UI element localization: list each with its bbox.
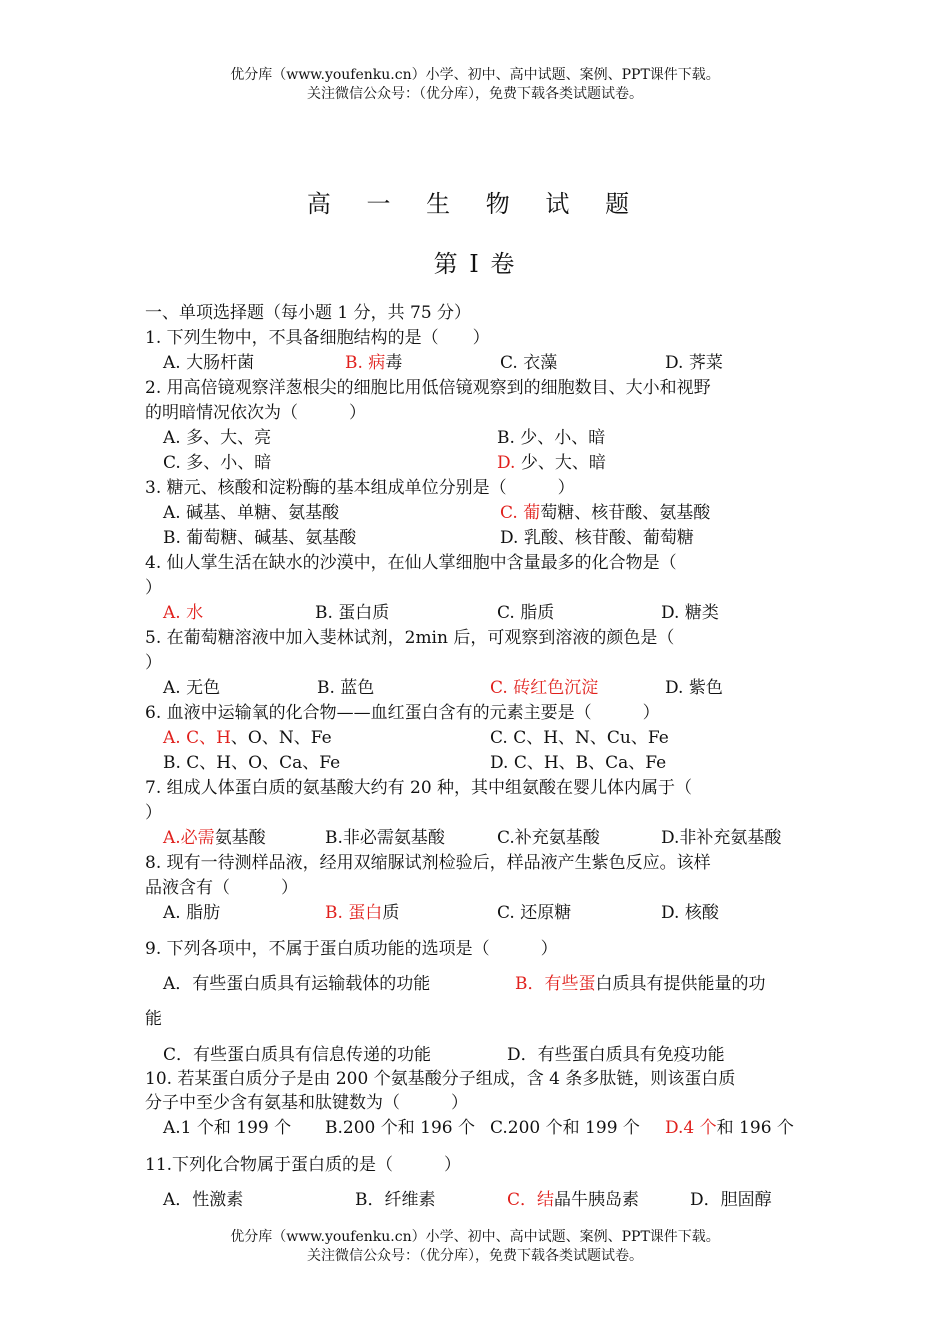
- header-line-1: 优分库（www.youfenku.cn）小学、初中、高中试题、案例、PPT课件下载。: [230, 67, 720, 83]
- question-4-stem-line-2: ）: [145, 578, 162, 598]
- q4-option-d: D. 糖类: [661, 603, 719, 623]
- question-4-stem-line-1: 4. 仙人掌生活在缺水的沙漠中，在仙人掌细胞中含量最多的化合物是（: [145, 553, 677, 573]
- q2-option-d: [497, 448, 606, 473]
- question-2-stem-line-1: 2. 用高倍镜观察洋葱根尖的细胞比用低倍镜观察到的细胞数目、大小和视野: [145, 378, 711, 398]
- q5-option-d: D. 紫色: [665, 678, 723, 698]
- q8-option-b: [325, 898, 399, 923]
- q2-option-d-marked: D.: [497, 453, 516, 473]
- question-11-stem: 11.下列化合物属于蛋白质的是（ ）: [145, 1155, 462, 1175]
- q4-option-c: C. 脂质: [497, 603, 555, 623]
- page-header: [0, 66, 950, 104]
- q11-option-d: D．胆固醇: [690, 1190, 772, 1210]
- q5-option-c: C. 砖红色沉淀: [490, 678, 599, 698]
- q10-option-a: A.1 个和 199 个: [163, 1118, 292, 1138]
- q6-option-d: D. C、H、B、Ca、Fe: [490, 753, 667, 773]
- q9-option-b-marked: B．有些蛋: [515, 974, 596, 994]
- q5-option-b: B. 蓝色: [317, 678, 375, 698]
- header-line-2: 关注微信公众号：（优分库），免费下载各类试题试卷。: [307, 86, 643, 102]
- q3-option-a: A. 碱基、单糖、氨基酸: [163, 503, 340, 523]
- q1-option-b-text: 毒: [385, 353, 403, 373]
- question-5-stem-line-2: ）: [145, 653, 162, 673]
- question-1-stem: 1. 下列生物中，不具备细胞结构的是（ ）: [145, 328, 490, 348]
- q7-option-b: B.非必需氨基酸: [325, 828, 445, 848]
- q3-option-b: B. 葡萄糖、碱基、氨基酸: [163, 528, 357, 548]
- q1-option-b: [345, 348, 402, 373]
- footer-line-2: 关注微信公众号：（优分库），免费下载各类试题试卷。: [307, 1248, 643, 1264]
- q11-option-b: B．纤维素: [355, 1190, 436, 1210]
- q3-option-d: D. 乳酸、核苷酸、葡萄糖: [500, 528, 694, 548]
- q11-option-c: [507, 1185, 639, 1210]
- question-6-stem: 6. 血液中运输氧的化合物——血红蛋白含有的元素主要是（ ）: [145, 703, 660, 723]
- q10-option-d-text: 和 196 个: [716, 1118, 794, 1138]
- q9-option-b: [515, 969, 766, 994]
- q7-option-a-text: 氨基酸: [214, 828, 266, 848]
- q11-option-c-text: 晶牛胰岛素: [554, 1190, 640, 1210]
- q6-option-a-marked: A. C、H: [163, 728, 231, 748]
- q1-option-d: D. 荠菜: [665, 353, 723, 373]
- q7-option-c: C.补充氨基酸: [497, 828, 600, 848]
- q8-option-d: D. 核酸: [661, 903, 719, 923]
- q8-option-a: A. 脂肪: [163, 903, 221, 923]
- q8-option-b-marked: B. 蛋白: [325, 903, 383, 923]
- question-7-stem-line-1: 7. 组成人体蛋白质的氨基酸大约有 20 种，其中组氨酸在婴儿体内属于（: [145, 778, 693, 798]
- question-10-stem-line-2: 分子中至少含有氨基和肽键数为（ ）: [145, 1093, 468, 1113]
- question-3-stem: 3. 糖元、核酸和淀粉酶的基本组成单位分别是（ ）: [145, 478, 575, 498]
- question-2-stem-line-2: 的明暗情况依次为（ ）: [145, 403, 366, 423]
- q3-option-c-marked: C. 葡: [500, 503, 541, 523]
- q8-option-b-text: 质: [382, 903, 400, 923]
- q7-option-a: [163, 823, 266, 848]
- q3-option-c-text: 萄糖、核苷酸、氨基酸: [540, 503, 711, 523]
- q2-option-c: C. 多、小、暗: [163, 453, 272, 473]
- q2-option-b: B. 少、小、暗: [497, 428, 606, 448]
- q11-option-c-marked: C．结: [507, 1190, 555, 1210]
- q1-option-c: C. 衣藻: [500, 353, 558, 373]
- q6-option-a-text: 、O、N、Fe: [230, 728, 332, 748]
- q9-option-b-text: 白质具有提供能量的功: [595, 974, 766, 994]
- q8-option-c: C. 还原糖: [497, 903, 572, 923]
- section-heading: 一、单项选择题（每小题 1 分，共 75 分）: [145, 303, 472, 323]
- q1-option-a: A. 大肠杆菌: [163, 353, 255, 373]
- q10-option-c: C.200 个和 199 个: [490, 1118, 640, 1138]
- question-8-stem-line-1: 8. 现有一待测样品液，经用双缩脲试剂检验后，样品液产生紫色反应。该样: [145, 853, 711, 873]
- question-5-stem-line-1: 5. 在葡萄糖溶液中加入斐林试剂，2min 后，可观察到溶液的颜色是（: [145, 628, 675, 648]
- q2-option-d-text: 少、大、暗: [515, 453, 606, 473]
- question-9-stem: 9. 下列各项中，不属于蛋白质功能的选项是（ ）: [145, 939, 558, 959]
- question-8-stem-line-2: 品液含有（ ）: [145, 878, 298, 898]
- q9-option-d: D．有些蛋白质具有免疫功能: [507, 1045, 725, 1065]
- q10-option-d: [665, 1113, 794, 1138]
- q10-option-b: B.200 个和 196 个: [325, 1118, 476, 1138]
- q9-option-a: A．有些蛋白质具有运输载体的功能: [163, 974, 431, 994]
- exam-title: 高 一 生 物 试 题: [306, 190, 644, 218]
- q7-option-a-marked: A.必需: [163, 828, 215, 848]
- question-10-stem-line-1: 10. 若某蛋白质分子是由 200 个氨基酸分子组成，含 4 条多肽链，则该蛋白质: [145, 1069, 736, 1089]
- q3-option-c: [500, 498, 710, 523]
- q1-option-b-marked: B. 病: [345, 353, 386, 373]
- q5-option-a: A. 无色: [163, 678, 221, 698]
- q4-option-a: A. 水: [163, 603, 204, 623]
- q6-option-c: C. C、H、N、Cu、Fe: [490, 728, 669, 748]
- q11-option-a: A．性激素: [163, 1190, 244, 1210]
- q2-option-a: A. 多、大、亮: [163, 428, 272, 448]
- q10-option-d-marked: D.4 个: [665, 1118, 717, 1138]
- exam-part-title: 第 I 卷: [433, 250, 517, 278]
- q9-option-c: C．有些蛋白质具有信息传递的功能: [163, 1045, 432, 1065]
- page-footer: [0, 1228, 950, 1266]
- footer-line-1: 优分库（www.youfenku.cn）小学、初中、高中试题、案例、PPT课件下载。: [230, 1229, 720, 1245]
- question-7-stem-line-2: ）: [145, 803, 162, 823]
- q6-option-b: B. C、H、O、Ca、Fe: [163, 753, 341, 773]
- q9-option-b-wrap: 能: [145, 1009, 162, 1029]
- q4-option-b: B. 蛋白质: [315, 603, 390, 623]
- q7-option-d: D.非补充氨基酸: [661, 828, 782, 848]
- q6-option-a: [163, 723, 332, 748]
